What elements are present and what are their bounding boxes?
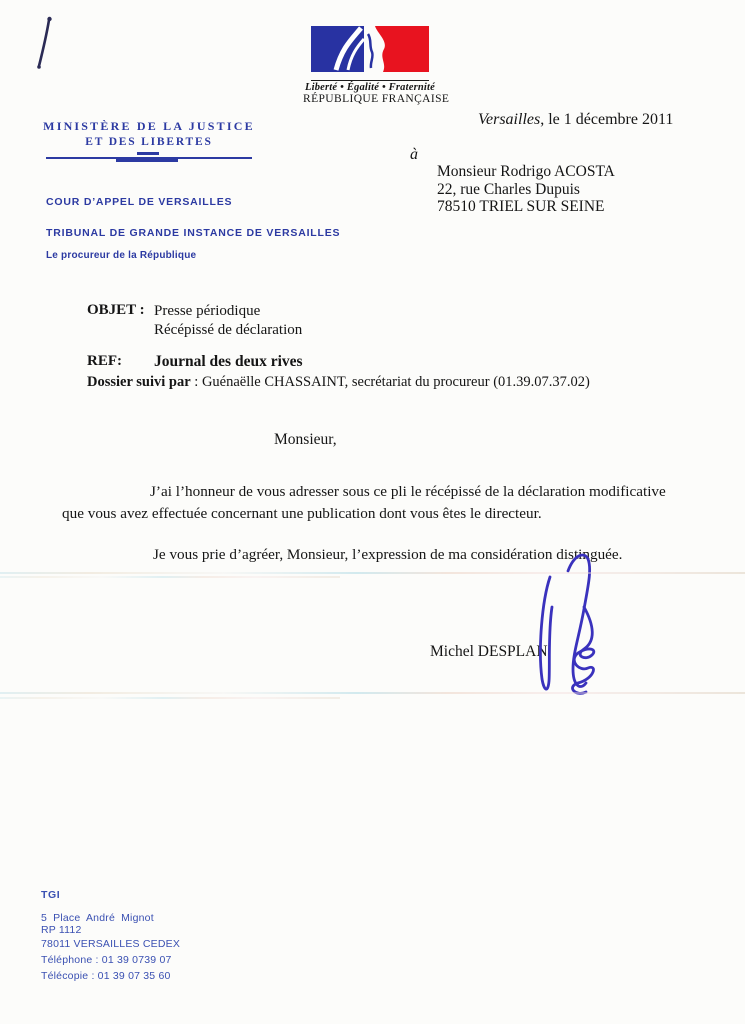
closing-formula: Je vous prie d’agréer, Monsieur, l’expression de ma considération distinguée. [153,546,623,563]
objet-line1: Presse périodique [154,303,261,319]
scan-artifact-line [0,576,340,578]
ref-label: REF: [87,353,122,369]
dossier-line [87,374,590,391]
dossier-label: Dossier suivi par [87,374,191,390]
motto: Liberté • Égalité • Fraternité [304,82,435,93]
tribunal-heading: TRIBUNAL DE GRANDE INSTANCE DE VERSAILLES [46,227,341,239]
dateline-rest: , le 1 décembre 2011 [540,111,674,128]
objet-label: OBJET : [87,302,145,318]
ministry-block [38,119,260,164]
dateline-place: Versailles [478,111,541,128]
signer-name: Michel DESPLAN [430,643,548,660]
court-of-appeal-heading: COUR D’APPEL DE VERSAILLES [46,196,233,208]
recipient-to-prefix: à [410,146,418,163]
republic-name: RÉPUBLIQUE FRANÇAISE [303,93,450,105]
footer-org: TGI [41,889,61,901]
sender-title: Le procureur de la République [46,250,197,261]
ministry-rule [38,152,260,164]
footer-phone: Téléphone : 01 39 0739 07 [41,954,172,966]
objet-values [154,302,302,340]
scan-artifact-line [0,572,745,574]
salutation: Monsieur, [274,431,337,448]
recipient-city: 78510 TRIEL SUR SEINE [437,198,605,215]
recipient-name: Monsieur Rodrigo ACOSTA [437,163,615,180]
ministry-line1: MINISTÈRE DE LA JUSTICE [43,119,255,133]
footer-address2: RP 1112 [41,924,82,936]
objet-line2: Récépissé de déclaration [154,322,303,338]
footer-block [41,889,180,982]
dateline [478,111,673,129]
ref-value: Journal des deux rives [154,353,303,370]
footer-fax: Télécopie : 01 39 07 35 60 [41,970,171,982]
logo-divider-rule [311,80,429,81]
scan-artifact-line [0,692,745,694]
ministry-line2: ET DES LIBERTES [85,136,213,148]
dossier-value: : Guénaëlle CHASSAINT, secrétariat du procureur (01.39.07.37.02) [190,374,590,390]
recipient-address-block [437,163,615,216]
footer-address3: 78011 VERSAILLES CEDEX [41,938,181,950]
pen-mark [26,10,62,81]
body-paragraph: J’ai l’honneur de vous adresser sous ce pli le récépissé de la déclaration modificative que vous avez effectuée concernant une publication dont vous êtes le directeur. [62,483,666,522]
footer-address1: 5 Place André Mignot [41,912,154,924]
scan-artifact-line [0,697,340,699]
recipient-street: 22, rue Charles Dupuis [437,180,580,198]
republic-logo-block [303,26,450,105]
french-flag-marianne-icon [311,26,429,72]
